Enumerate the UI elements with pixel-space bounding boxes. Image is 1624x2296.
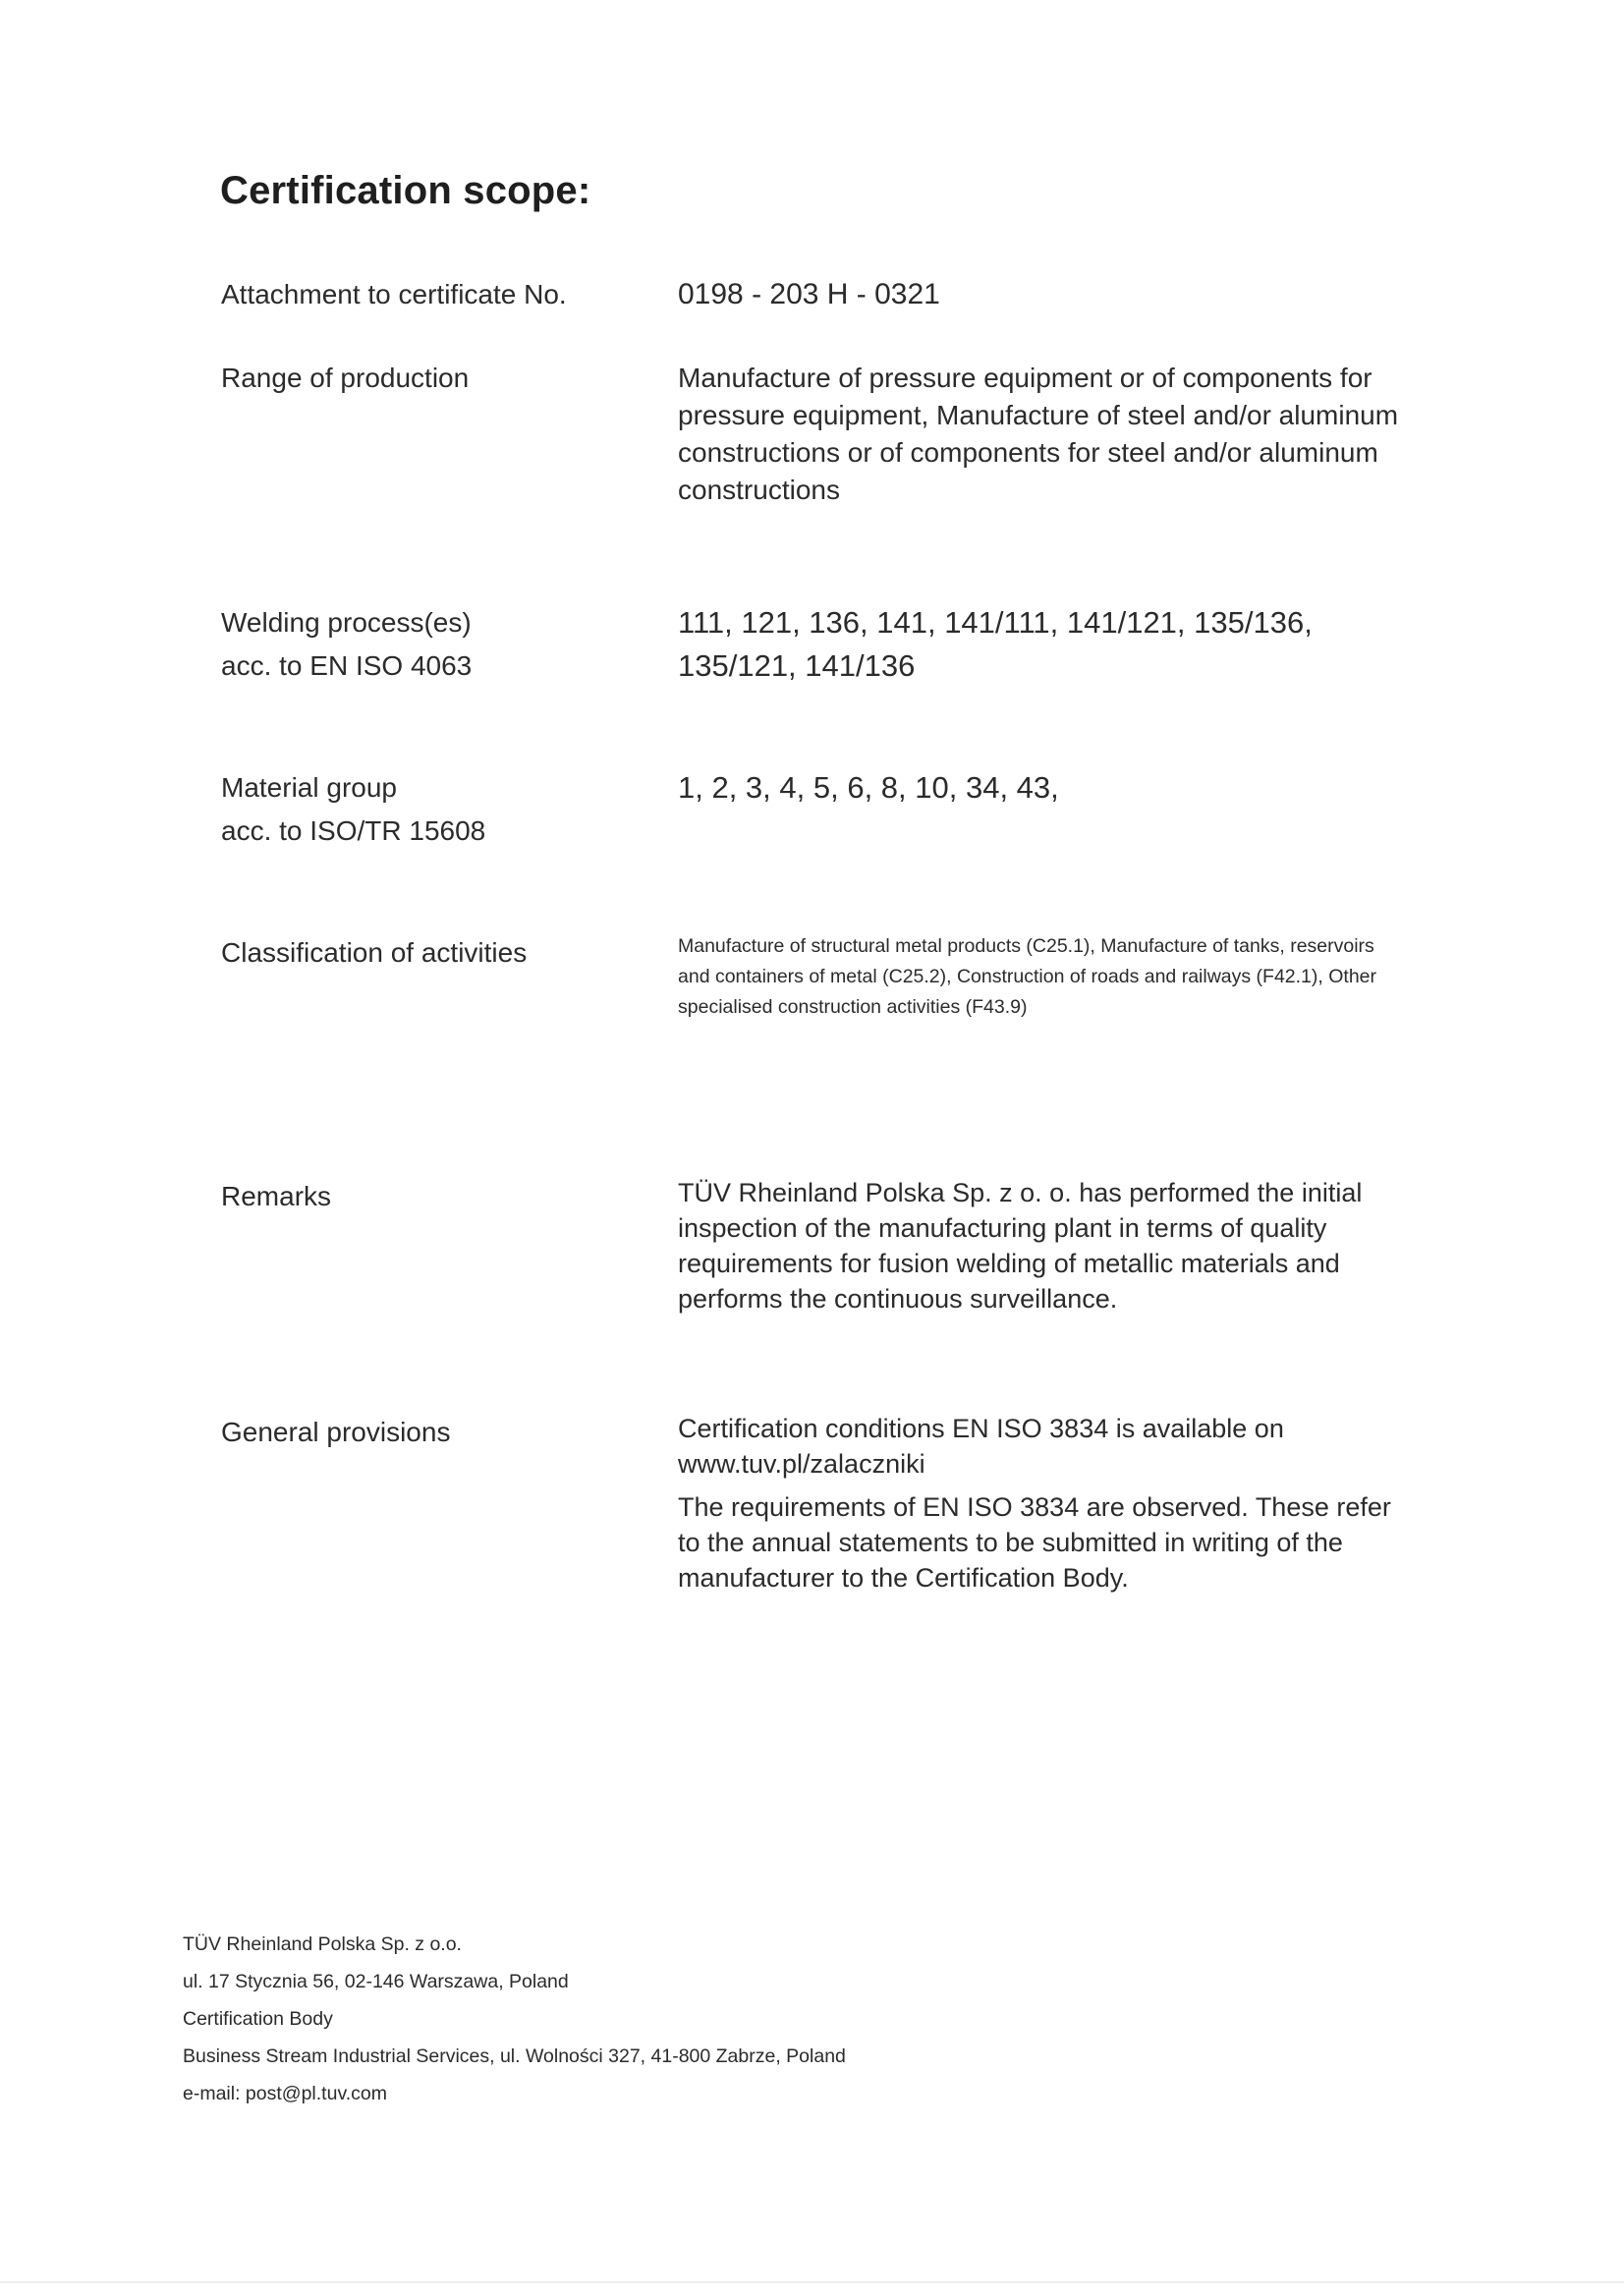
certificate-number-value: 0198 - 203 H - 0321 (678, 278, 940, 310)
page-title: Certification scope: (220, 169, 591, 212)
material-group-label-line2: acc. to ISO/TR 15608 (221, 815, 486, 846)
remarks-label: Remarks (221, 1181, 332, 1211)
footer-company-name: TÜV Rheinland Polska Sp. z o.o. (183, 1933, 462, 1955)
classification-label: Classification of activities (221, 937, 528, 968)
footer-certification-body: Certification Body (183, 2008, 333, 2030)
certificate-number-label: Attachment to certificate No. (221, 279, 567, 309)
welding-processes-label-line2: acc. to EN ISO 4063 (221, 650, 473, 681)
material-group-label (221, 766, 653, 853)
range-of-production-value: Manufacture of pressure equipment or of components for pressure equipment, Manufacture of steel and/or aluminum constructions or of components for steel and/or aluminum constructions (678, 363, 1399, 505)
general-provisions-paragraph-2: The requirements of EN ISO 3834 are observed. These refer to the annual statements to be submitted in writing of the manufacturer to the Certification Body. (678, 1492, 1391, 1593)
remarks-value: TÜV Rheinland Polska Sp. z o. o. has performed the initial inspection of the manufacturing plant in terms of quality requirements for fusion welding of metallic materials and performs the continuous surveillance. (678, 1178, 1363, 1314)
welding-processes-label (221, 601, 653, 688)
material-group-value: 1, 2, 3, 4, 5, 6, 8, 10, 34, 43, (678, 770, 1059, 805)
welding-processes-value: 111, 121, 136, 141, 141/111, 141/121, 135/136, 135/121, 141/136 (678, 605, 1313, 683)
general-provisions-label: General provisions (221, 1417, 451, 1447)
footer-email: e-mail: post@pl.tuv.com (183, 2083, 387, 2104)
general-provisions-paragraph-1: Certification conditions EN ISO 3834 is available on www.tuv.pl/zalaczniki (678, 1414, 1284, 1479)
classification-value: Manufacture of structural metal products (C25.1), Manufacture of tanks, reservoirs and containers of metal (C25.2), Construction of roads and railways (F42.1), Other specialised construction activities (F43.9) (678, 935, 1376, 1018)
welding-processes-label-line1: Welding process(es) (221, 607, 472, 638)
footer-business-stream: Business Stream Industrial Services, ul. Wolności 327, 41-800 Zabrze, Poland (183, 2045, 846, 2067)
page-bottom-edge (0, 2281, 1624, 2283)
material-group-label-line1: Material group (221, 772, 397, 803)
issuer-footer (183, 1926, 846, 2112)
footer-address: ul. 17 Stycznia 56, 02-146 Warszawa, Poland (183, 1971, 569, 1992)
range-of-production-label: Range of production (221, 363, 470, 393)
general-provisions-value (678, 1411, 1395, 1596)
